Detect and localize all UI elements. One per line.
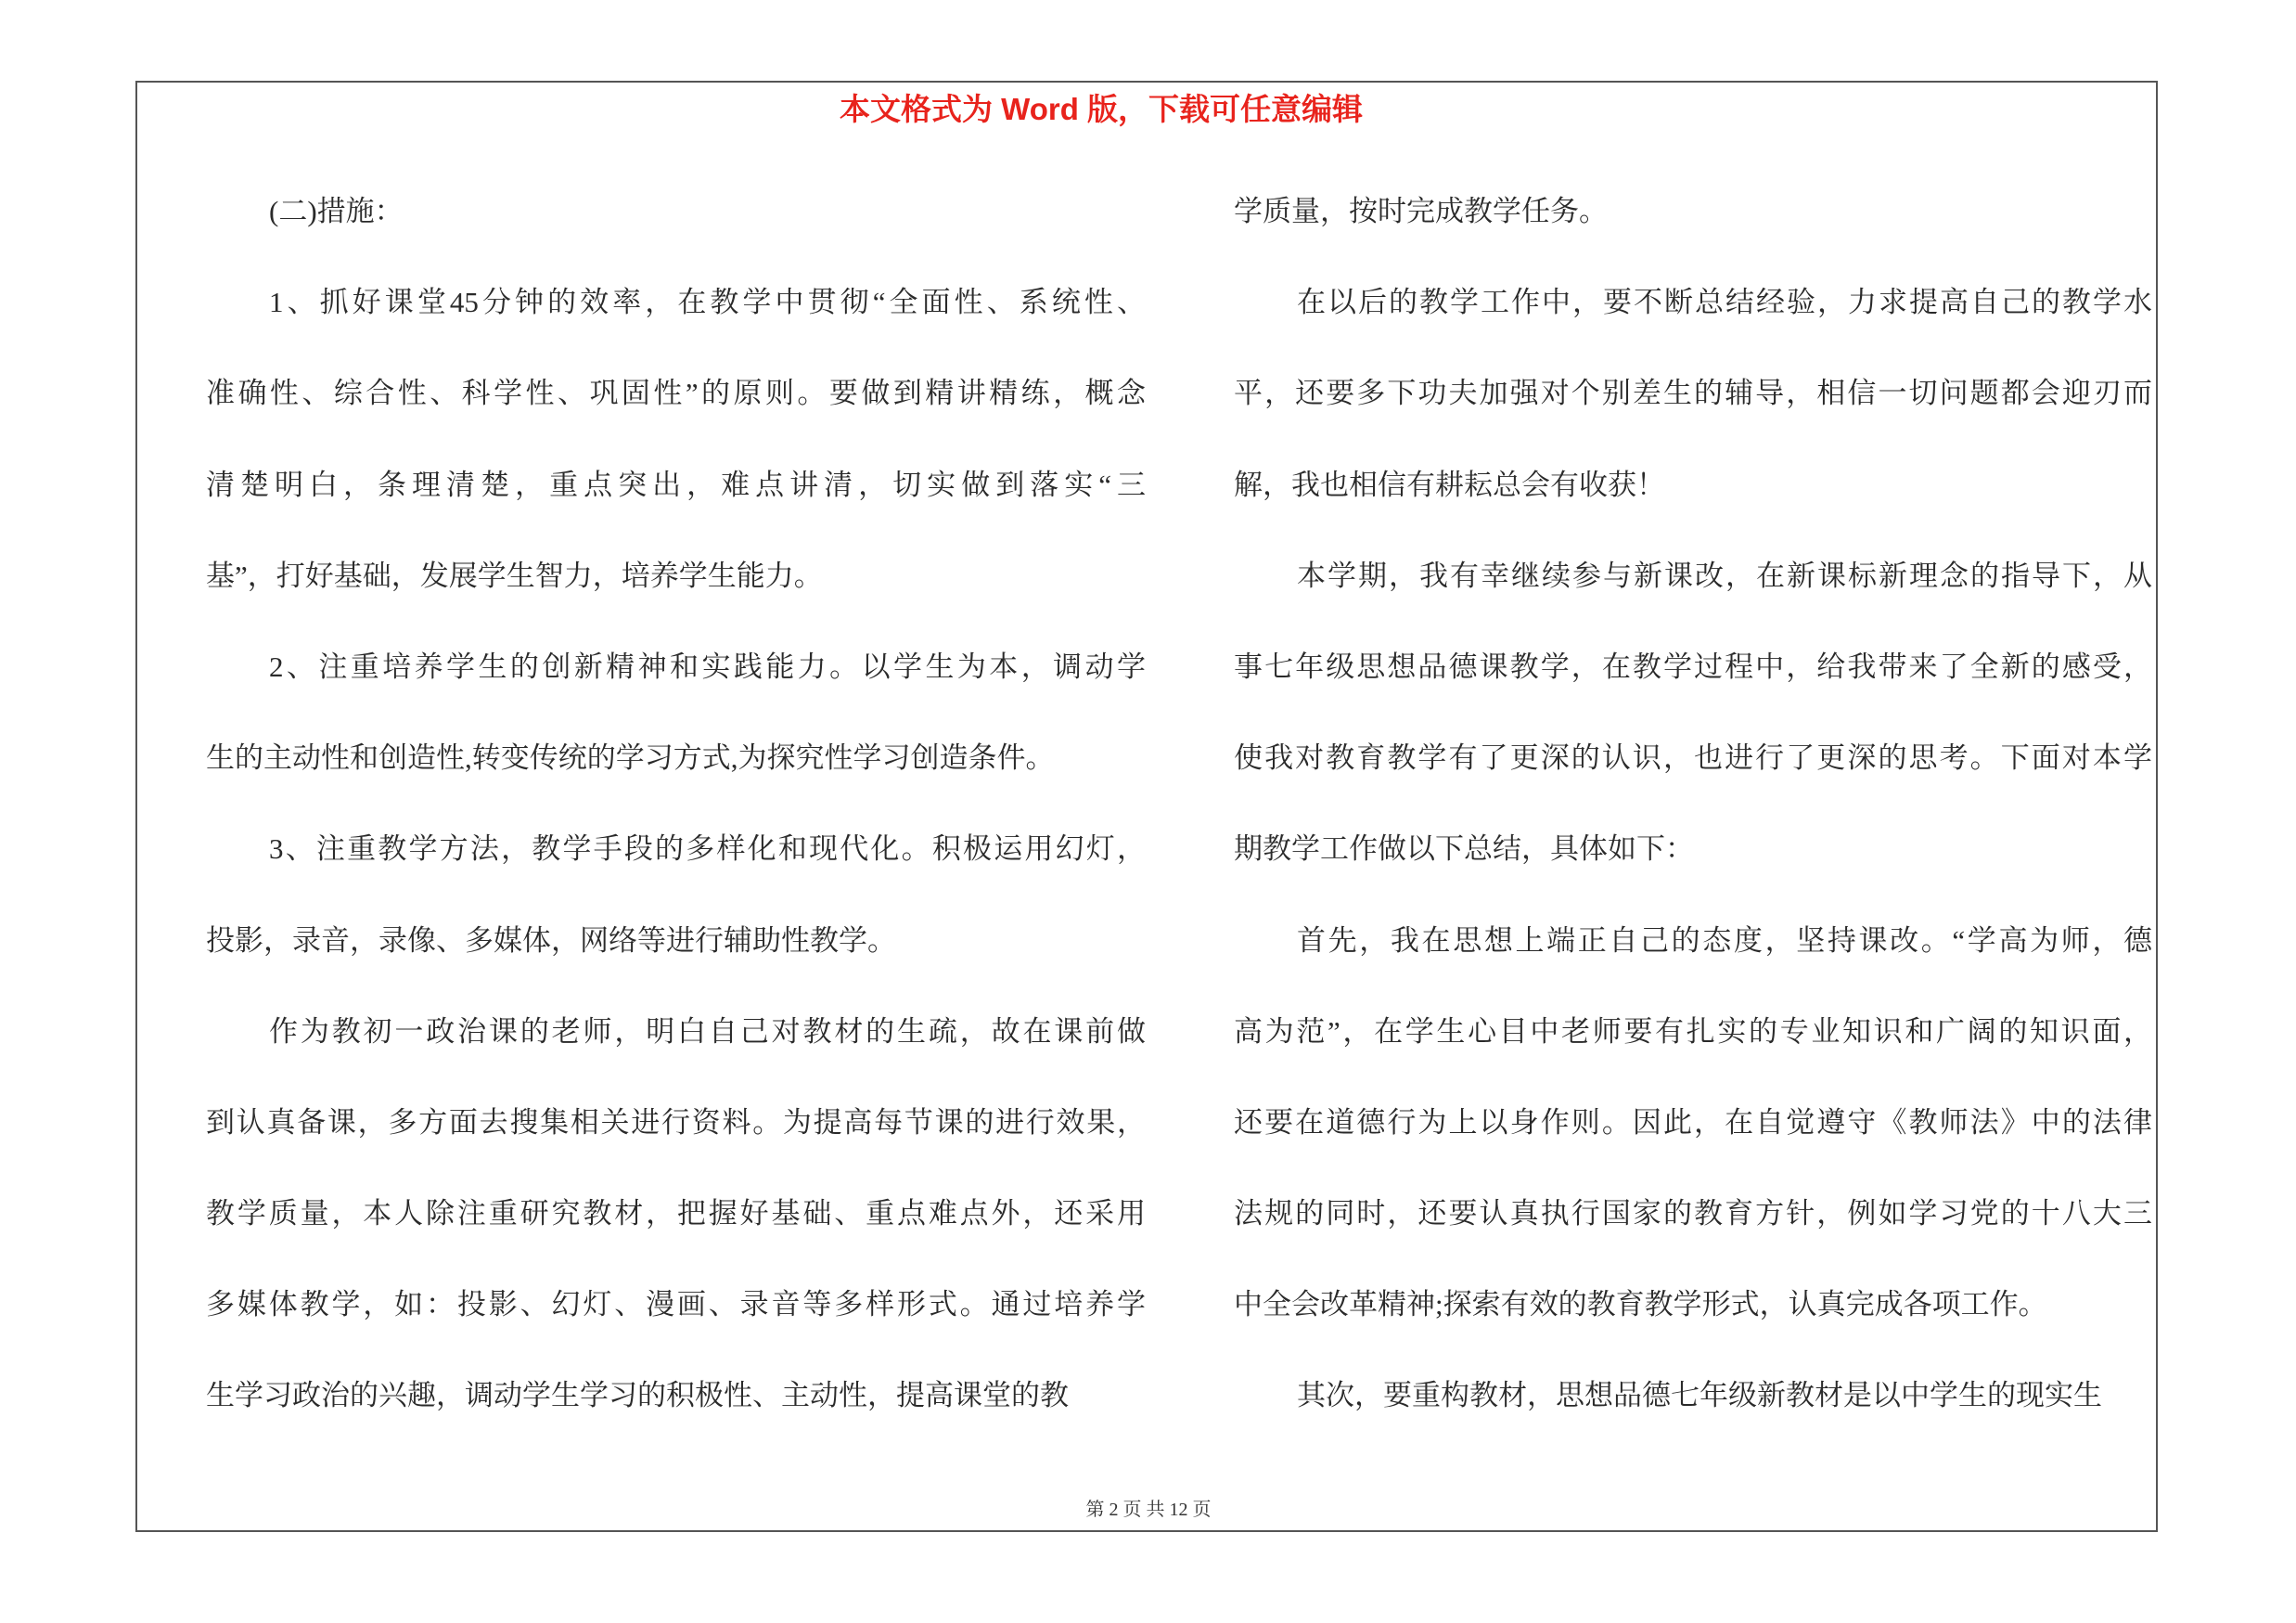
text-line: 还要在道德行为上以身作则。因此，在自觉遵守《教师法》中的法律 [1234, 1105, 2152, 1139]
text-line: 到认真备课，多方面去搜集相关进行资料。为提高每节课的进行效果， [206, 1105, 1146, 1139]
text-line: 投影，录音，录像、多媒体，网络等进行辅助性教学。 [206, 923, 896, 957]
text-line: 平，还要多下功夫加强对个别差生的辅导，相信一切问题都会迎刃而 [1234, 377, 2152, 410]
paragraph [1234, 1350, 2152, 1441]
paragraph [1234, 531, 2152, 895]
text-line: 作为教初一政治课的老师，明白自己对教材的生疏，故在课前做 [269, 1014, 1146, 1048]
text-line: 1、抓好课堂45分钟的效率，在教学中贯彻“全面性、系统性、 [269, 286, 1146, 319]
text-line: 中全会改革精神;探索有效的教育教学形式，认真完成各项工作。 [1234, 1288, 2047, 1321]
text-line: 事七年级思想品德课教学，在教学过程中，给我带来了全新的感受， [1234, 650, 2152, 683]
paragraph [206, 804, 1146, 985]
text-line: 学质量，按时完成教学任务。 [1234, 195, 1608, 227]
text-line: 清楚明白，条理清楚，重点突出，难点讲清，切实做到落实“三 [206, 468, 1146, 501]
paragraph [1234, 895, 2152, 1351]
paragraph [206, 166, 1146, 257]
paragraph [206, 622, 1146, 804]
format-banner: 本文格式为 Word 版，下载可任意编辑 [839, 92, 1364, 126]
text-line: 准确性、综合性、科学性、巩固性”的原则。要做到精讲精练，概念 [206, 377, 1146, 410]
paragraph [1234, 257, 2152, 531]
text-line: 高为范”，在学生心目中老师要有扎实的专业知识和广阔的知识面， [1234, 1014, 2152, 1048]
text-line: (二)措施： [269, 195, 404, 227]
text-line: 基”，打好基础，发展学生智力，培养学生能力。 [206, 559, 823, 592]
paragraph [1234, 166, 2152, 257]
text-line: 教学质量，本人除注重研究教材，把握好基础、重点难点外，还采用 [206, 1197, 1146, 1230]
text-line: 法规的同时，还要认真执行国家的教育方针，例如学习党的十八大三 [1234, 1197, 2152, 1230]
text-line: 其次，要重构教材，思想品德七年级新教材是以中学生的现实生 [1297, 1379, 2102, 1412]
text-line: 2、注重培养学生的创新精神和实践能力。以学生为本，调动学 [269, 650, 1146, 683]
text-line: 在以后的教学工作中，要不断总结经验，力求提高自己的教学水 [1297, 286, 2152, 319]
right-text-column [1234, 166, 2152, 1442]
left-text-column [206, 166, 1146, 1442]
text-line: 生的主动性和创造性,转变传统的学习方式,为探究性学习创造条件。 [206, 741, 1055, 775]
paragraph [206, 257, 1146, 622]
text-line: 多媒体教学，如：投影、幻灯、漫画、录音等多样形式。通过培养学 [206, 1288, 1146, 1321]
paragraph [206, 986, 1146, 1442]
page-number-footer: 第 2 页 共 12 页 [1085, 1500, 1212, 1520]
text-line: 本学期，我有幸继续参与新课改，在新课标新理念的指导下，从 [1297, 559, 2152, 592]
text-line: 3、注重教学方法，教学手段的多样化和现代化。积极运用幻灯， [269, 832, 1146, 866]
text-line: 使我对教育教学有了更深的认识，也进行了更深的思考。下面对本学 [1234, 741, 2152, 775]
text-line: 期教学工作做以下总结，具体如下： [1234, 832, 1694, 866]
text-line: 解，我也相信有耕耘总会有收获！ [1234, 468, 1665, 501]
text-line: 生学习政治的兴趣，调动学生学习的积极性、主动性，提高课堂的教 [206, 1379, 1069, 1412]
text-line: 首先，我在思想上端正自己的态度，坚持课改。“学高为师，德 [1297, 923, 2152, 957]
